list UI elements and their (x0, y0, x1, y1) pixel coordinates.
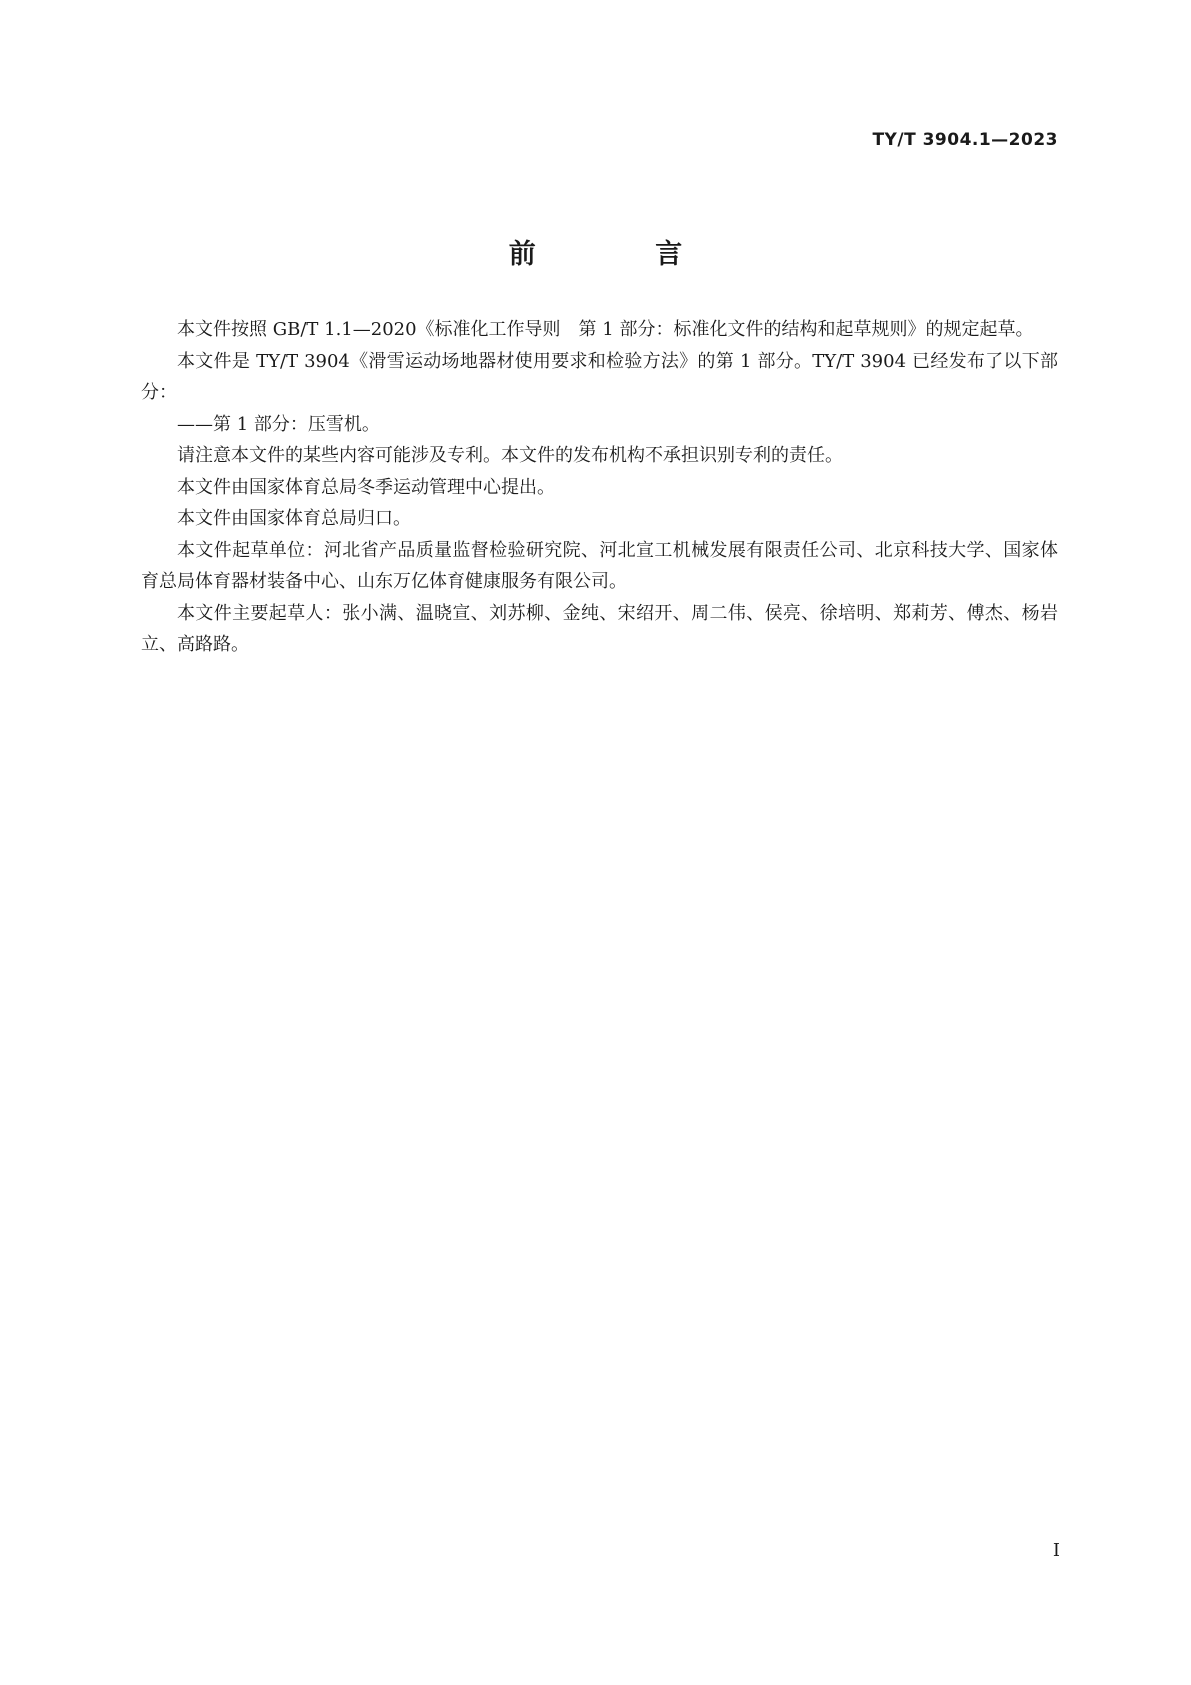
foreword-body (141, 314, 1058, 661)
paragraph-centralized-by: 本文件由国家体育总局归口。 (177, 508, 411, 529)
paragraph-drafters: 本文件主要起草人：张小满、温晓宣、刘苏柳、金纯、宋绍开、周二伟、侯亮、徐培明、郑莉芳、傅杰、杨岩立、高路路。 (141, 602, 1058, 655)
standard-code: TY/T 3904.1—2023 (872, 130, 1058, 150)
paragraph-drafting-basis: 本文件按照 GB/T 1.1—2020《标准化工作导则 第 1 部分：标准化文件的结构和起草规则》的规定起草。 (177, 319, 1034, 340)
paragraph-part-list-item: ——第 1 部分：压雪机。 (177, 413, 380, 435)
page-number: I (1052, 1540, 1060, 1561)
paragraph-drafting-units: 本文件起草单位：河北省产品质量监督检验研究院、河北宣工机械发展有限责任公司、北京科技大学、国家体育总局体育器材装备中心、山东万亿体育健康服务有限公司。 (141, 539, 1058, 592)
paragraph-series-info: 本文件是 TY/T 3904《滑雪运动场地器材使用要求和检验方法》的第 1 部分。TY/T 3904 已经发布了以下部分： (141, 350, 1058, 403)
paragraph-patent-notice: 请注意本文件的某些内容可能涉及专利。本文件的发布机构不承担识别专利的责任。 (177, 445, 843, 466)
paragraph-proposer: 本文件由国家体育总局冬季运动管理中心提出。 (177, 476, 555, 498)
page-title: 前 言 (508, 239, 738, 270)
